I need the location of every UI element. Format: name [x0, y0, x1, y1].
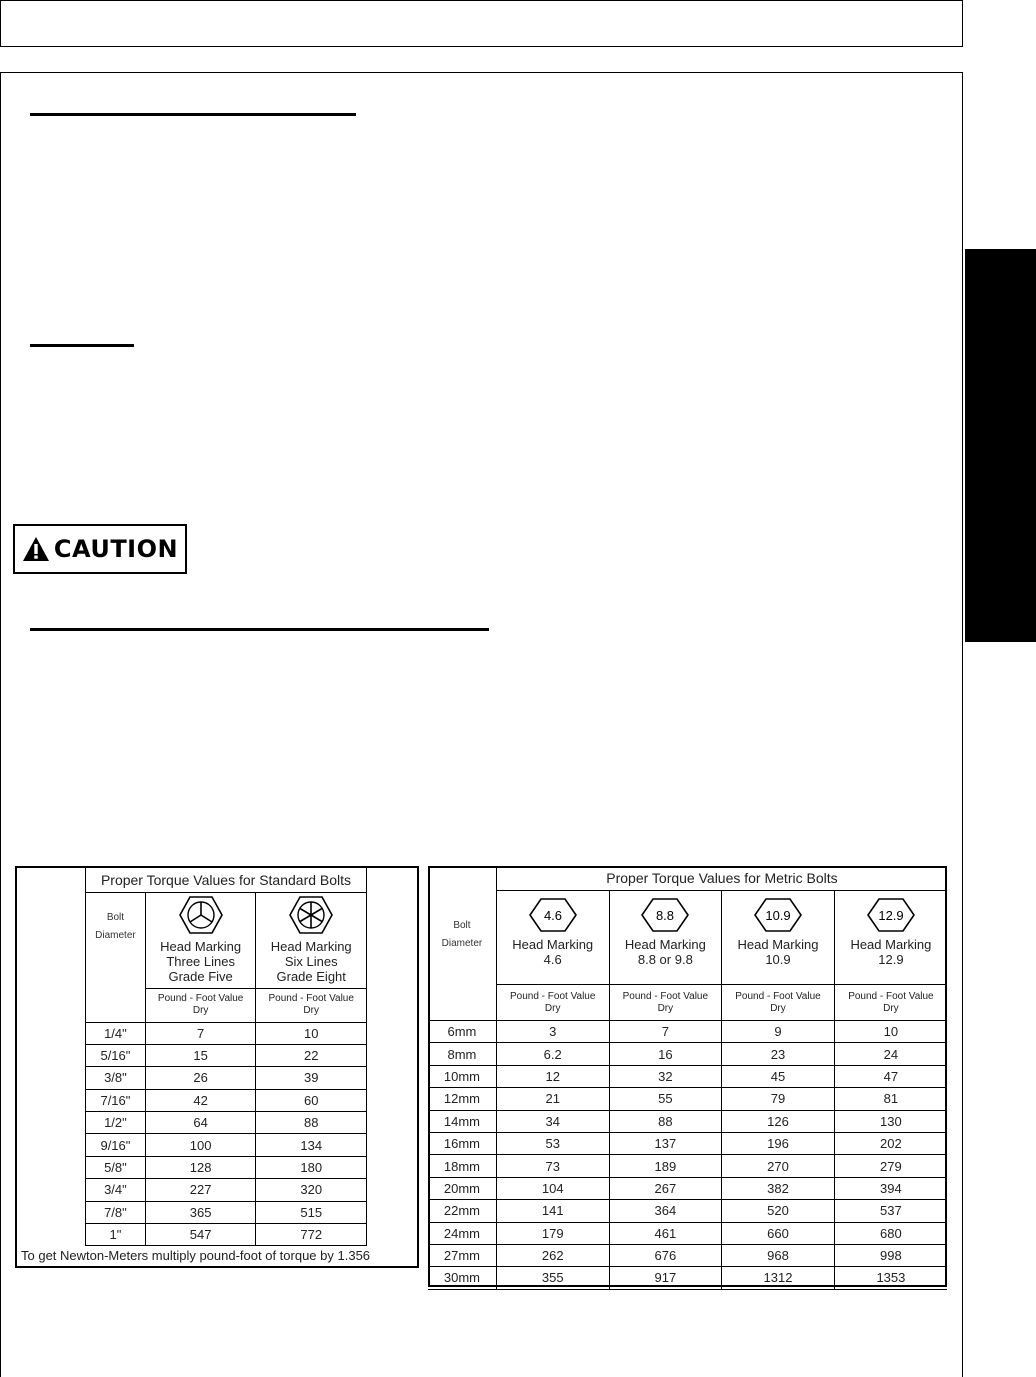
standard-col1-unit: Pound - Foot Value Dry: [145, 988, 256, 1022]
warning-triangle-icon: [22, 536, 50, 562]
metric-torque-value: 137: [609, 1132, 722, 1154]
metric-bolt-size-cell: 10mm: [428, 1065, 496, 1087]
metric-torque-value: 537: [834, 1200, 947, 1222]
metric-col-head-text: Head Marking 10.9: [737, 937, 819, 967]
standard-bolt-diameter-header: [86, 892, 146, 1022]
section-side-tab: [965, 249, 1036, 642]
metric-table-row: [428, 1200, 947, 1222]
metric-table-title: Proper Torque Values for Metric Bolts: [496, 867, 947, 891]
metric-torque-value: 279: [834, 1155, 947, 1177]
metric-torque-value: 968: [722, 1244, 835, 1266]
section-heading-rule-2: [30, 344, 134, 347]
standard-col1-head-text: Head Marking Three Lines Grade Five: [160, 938, 242, 984]
metric-torque-value: 998: [834, 1244, 947, 1266]
metric-bolt-size-cell: 12mm: [428, 1088, 496, 1110]
standard-col1-head: [145, 892, 256, 988]
grade-five-value: 15: [145, 1044, 256, 1066]
section-heading-rule-3: [30, 628, 489, 631]
grade-five-value: 26: [145, 1067, 256, 1089]
metric-torque-value: 141: [496, 1200, 609, 1222]
standard-table-row: [86, 1201, 367, 1223]
standard-table-row: [86, 1067, 367, 1089]
metric-bolt-size-cell: 14mm: [428, 1110, 496, 1132]
standard-table-row: [86, 1134, 367, 1156]
metric-bolt-size-cell: 16mm: [428, 1132, 496, 1154]
metric-torque-value: 270: [722, 1155, 835, 1177]
metric-torque-value: 104: [496, 1177, 609, 1199]
metric-torque-value: 364: [609, 1200, 722, 1222]
grade-eight-value: 60: [256, 1089, 367, 1111]
metric-torque-value: 179: [496, 1222, 609, 1244]
metric-bolt-size-cell: 30mm: [428, 1267, 496, 1289]
metric-col-unit: Pound - Foot Value Dry: [496, 985, 609, 1021]
metric-table-row: [428, 1021, 947, 1043]
bolt-size-cell: 9/16": [86, 1134, 146, 1156]
standard-table-row: [86, 1089, 367, 1111]
metric-table-row: [428, 1177, 947, 1199]
standard-table-row: [86, 1112, 367, 1134]
section-heading-rule-1: [30, 113, 356, 116]
metric-torque-value: 461: [609, 1222, 722, 1244]
bolt-diameter-label: Bolt Diameter: [441, 920, 483, 949]
standard-table-row: [86, 1179, 367, 1201]
metric-torque-table-box: [428, 866, 947, 1287]
caution-label: [13, 524, 187, 574]
grade-eight-value: 39: [256, 1067, 367, 1089]
metric-col-unit: Pound - Foot Value Dry: [722, 985, 835, 1021]
hex-grade-label: 10.9: [765, 908, 791, 923]
bolt-size-cell: 5/8": [86, 1156, 146, 1178]
metric-bolt-size-cell: 24mm: [428, 1222, 496, 1244]
page-header-box: [0, 0, 963, 47]
metric-torque-value: 45: [722, 1065, 835, 1087]
metric-torque-value: 1353: [834, 1267, 947, 1289]
standard-table-row: [86, 1156, 367, 1178]
metric-torque-value: 676: [609, 1244, 722, 1266]
metric-torque-value: 34: [496, 1110, 609, 1132]
metric-torque-value: 1312: [722, 1267, 835, 1289]
metric-col-head-4-6: [496, 891, 609, 985]
metric-torque-value: 55: [609, 1088, 722, 1110]
metric-bolt-size-cell: 8mm: [428, 1043, 496, 1065]
metric-torque-value: 6.2: [496, 1043, 609, 1065]
bolt-size-cell: 5/16": [86, 1044, 146, 1066]
grade-five-value: 100: [145, 1134, 256, 1156]
grade-eight-value: 10: [256, 1022, 367, 1044]
standard-torque-table: [85, 868, 367, 1246]
metric-torque-value: 267: [609, 1177, 722, 1199]
metric-torque-value: 126: [722, 1110, 835, 1132]
bolt-size-cell: 1/2": [86, 1112, 146, 1134]
metric-torque-value: 660: [722, 1222, 835, 1244]
metric-torque-value: 130: [834, 1110, 947, 1132]
metric-torque-value: 53: [496, 1132, 609, 1154]
grade-eight-value: 88: [256, 1112, 367, 1134]
metric-table-row: [428, 1110, 947, 1132]
grade-five-value: 547: [145, 1224, 256, 1246]
metric-bolt-diameter-header: [428, 867, 496, 1021]
metric-table-row: [428, 1088, 947, 1110]
bolt-size-cell: 3/4": [86, 1179, 146, 1201]
metric-col-head-text: Head Marking 8.8 or 9.8: [624, 937, 706, 967]
standard-col2-head: [256, 892, 367, 988]
metric-bolt-size-cell: 22mm: [428, 1200, 496, 1222]
metric-torque-value: 47: [834, 1065, 947, 1087]
metric-torque-value: 10: [834, 1021, 947, 1043]
grade-five-value: 42: [145, 1089, 256, 1111]
metric-bolt-size-cell: 27mm: [428, 1244, 496, 1266]
hex-bolt-metric-icon: [866, 897, 916, 933]
hex-bolt-three-lines-icon: [179, 895, 223, 935]
metric-bolt-size-cell: 20mm: [428, 1177, 496, 1199]
metric-torque-value: 81: [834, 1088, 947, 1110]
metric-torque-value: 88: [609, 1110, 722, 1132]
metric-torque-value: 394: [834, 1177, 947, 1199]
hex-bolt-metric-icon: [753, 897, 803, 933]
grade-five-value: 7: [145, 1022, 256, 1044]
hex-grade-label: 12.9: [878, 908, 904, 923]
bolt-size-cell: 7/16": [86, 1089, 146, 1111]
metric-col-unit: Pound - Foot Value Dry: [609, 985, 722, 1021]
newton-meter-footnote: To get Newton-Meters multiply pound-foot of torque by 1.356: [21, 1248, 371, 1263]
metric-col-head-text: Head Marking 4.6: [512, 937, 594, 967]
metric-torque-value: 680: [834, 1222, 947, 1244]
grade-eight-value: 22: [256, 1044, 367, 1066]
metric-torque-value: 16: [609, 1043, 722, 1065]
hex-bolt-metric-icon: [640, 897, 690, 933]
grade-five-value: 227: [145, 1179, 256, 1201]
metric-table-row: [428, 1043, 947, 1065]
metric-torque-value: 79: [722, 1088, 835, 1110]
metric-torque-value: 24: [834, 1043, 947, 1065]
metric-col-head-10-9: [722, 891, 835, 985]
grade-eight-value: 134: [256, 1134, 367, 1156]
metric-col-head-8-8: [609, 891, 722, 985]
hex-bolt-six-lines-icon: [289, 895, 333, 935]
metric-table-row: [428, 1222, 947, 1244]
metric-torque-value: 3: [496, 1021, 609, 1043]
metric-torque-value: 9: [722, 1021, 835, 1043]
metric-torque-value: 382: [722, 1177, 835, 1199]
metric-bolt-size-cell: 18mm: [428, 1155, 496, 1177]
metric-torque-value: 189: [609, 1155, 722, 1177]
metric-torque-value: 21: [496, 1088, 609, 1110]
metric-bolt-size-cell: 6mm: [428, 1021, 496, 1043]
standard-table-row: [86, 1224, 367, 1246]
standard-torque-table-box: [15, 866, 419, 1268]
metric-torque-value: 262: [496, 1244, 609, 1266]
grade-eight-value: 320: [256, 1179, 367, 1201]
metric-torque-value: 32: [609, 1065, 722, 1087]
standard-table-title: Proper Torque Values for Standard Bolts: [86, 868, 367, 892]
bolt-size-cell: 3/8": [86, 1067, 146, 1089]
metric-table-row: [428, 1244, 947, 1266]
metric-torque-value: 23: [722, 1043, 835, 1065]
metric-torque-value: 7: [609, 1021, 722, 1043]
standard-col2-unit: Pound - Foot Value Dry: [256, 988, 367, 1022]
metric-table-row: [428, 1065, 947, 1087]
standard-table-row: [86, 1022, 367, 1044]
hex-grade-label: 4.6: [543, 908, 562, 923]
bolt-diameter-label: Bolt Diameter: [95, 911, 136, 941]
metric-torque-table: [428, 866, 947, 1290]
grade-eight-value: 772: [256, 1224, 367, 1246]
metric-col-unit: Pound - Foot Value Dry: [834, 985, 947, 1021]
grade-five-value: 64: [145, 1112, 256, 1134]
metric-col-head-12-9: [834, 891, 947, 985]
bolt-size-cell: 1": [86, 1224, 146, 1246]
standard-col2-head-text: Head Marking Six Lines Grade Eight: [270, 938, 352, 984]
standard-table-row: [86, 1044, 367, 1066]
metric-torque-value: 202: [834, 1132, 947, 1154]
grade-five-value: 365: [145, 1201, 256, 1223]
bolt-size-cell: 1/4": [86, 1022, 146, 1044]
metric-col-head-text: Head Marking 12.9: [850, 937, 932, 967]
grade-eight-value: 180: [256, 1156, 367, 1178]
metric-torque-value: 196: [722, 1132, 835, 1154]
metric-table-row: [428, 1132, 947, 1154]
metric-table-row: [428, 1155, 947, 1177]
caution-word: CAUTION: [53, 535, 179, 563]
metric-torque-value: 355: [496, 1267, 609, 1289]
metric-torque-value: 73: [496, 1155, 609, 1177]
hex-grade-label: 8.8: [656, 908, 675, 923]
metric-table-row: [428, 1267, 947, 1289]
metric-torque-value: 917: [609, 1267, 722, 1289]
metric-torque-value: 520: [722, 1200, 835, 1222]
grade-five-value: 128: [145, 1156, 256, 1178]
metric-torque-value: 12: [496, 1065, 609, 1087]
hex-bolt-metric-icon: [528, 897, 578, 933]
grade-eight-value: 515: [256, 1201, 367, 1223]
bolt-size-cell: 7/8": [86, 1201, 146, 1223]
